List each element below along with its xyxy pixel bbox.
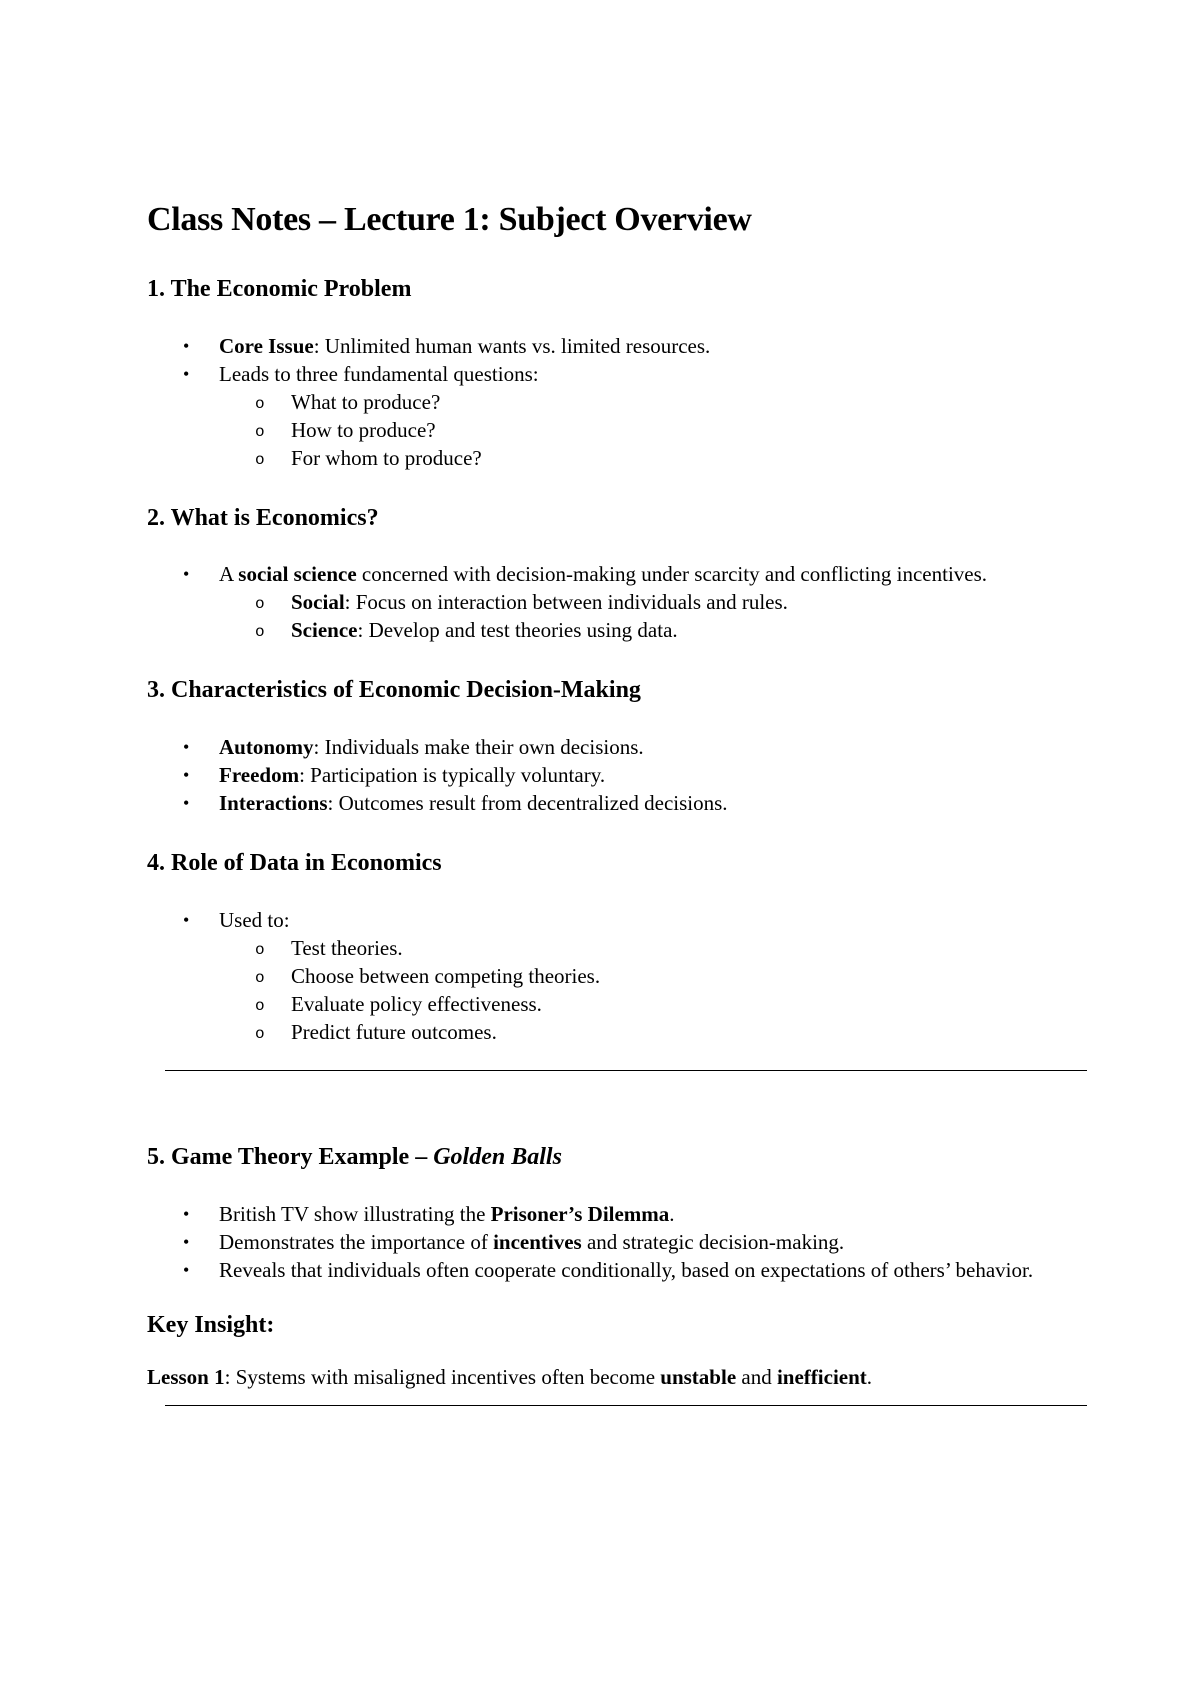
sub-text: Test theories. [291, 935, 403, 960]
circle-bullet-icon: o [255, 1024, 265, 1043]
page-title: Class Notes – Lecture 1: Subject Overview [147, 201, 752, 238]
term: Freedom [219, 763, 300, 788]
section-heading-3: 3. Characteristics of Economic Decision-Making [147, 677, 641, 704]
term: Social [291, 590, 345, 615]
sub-text: Choose between competing theories. [291, 963, 601, 988]
list-item [147, 1200, 1087, 1228]
bullet-icon: • [183, 564, 190, 585]
sub-text: How to produce? [291, 417, 436, 442]
lesson-statement [147, 1363, 1087, 1391]
section-3-list [147, 733, 1087, 817]
term: Core Issue [219, 333, 314, 358]
sub-text: Predict future outcomes. [291, 1019, 497, 1044]
bullet-icon: • [183, 335, 190, 356]
circle-bullet-icon: o [255, 996, 265, 1015]
sub-list [219, 934, 1087, 1046]
definition: : Individuals make their own decisions. [313, 735, 644, 760]
term: Autonomy [219, 735, 314, 760]
bullet-icon: • [183, 1231, 190, 1252]
bullet-icon: • [183, 737, 190, 758]
sub-list-item [219, 444, 1087, 472]
definition: : Develop and test theories using data. [357, 618, 678, 643]
list-text-rest: and strategic decision-making. [581, 1229, 845, 1254]
section-heading-4: 4. Role of Data in Economics [147, 850, 442, 877]
circle-bullet-icon: o [255, 968, 265, 987]
lesson-text-mid: and [736, 1364, 777, 1389]
list-text-pre: A [219, 562, 239, 587]
section-heading-2: 2. What is Economics? [147, 504, 379, 531]
sub-text: Evaluate policy effectiveness. [291, 991, 542, 1016]
horizontal-rule [165, 1405, 1087, 1406]
document-page [147, 200, 1087, 1406]
circle-bullet-icon: o [255, 940, 265, 959]
heading-text: 5. Game Theory Example – [147, 1143, 434, 1170]
sub-list-item [219, 588, 1087, 616]
list-item [147, 761, 1087, 789]
list-item [147, 360, 1087, 472]
circle-bullet-icon: o [255, 595, 265, 614]
definition: : Participation is typically voluntary. [299, 763, 606, 788]
section-2-list [147, 560, 1087, 644]
list-text-rest: . [669, 1201, 675, 1226]
sub-list-item [219, 416, 1087, 444]
list-text: Reveals that individuals often cooperate conditionally, based on expectations of others’ behavior. [219, 1257, 1034, 1282]
sub-list [219, 388, 1087, 472]
list-text-rest: concerned with decision-making under scarcity and conflicting incentives. [356, 562, 988, 587]
bullet-icon: • [183, 363, 190, 384]
list-text: Leads to three fundamental questions: [219, 361, 539, 386]
section-heading-5 [147, 1143, 1087, 1172]
list-item [147, 560, 1087, 644]
circle-bullet-icon: o [255, 422, 265, 441]
definition: : Outcomes result from decentralized decisions. [327, 791, 728, 816]
list-item [147, 1228, 1087, 1256]
term: Prisoner’s Dilemma [490, 1201, 670, 1226]
section-heading-1: 1. The Economic Problem [147, 275, 412, 302]
lesson-text-pre: : Systems with misaligned incentives often become [224, 1364, 661, 1389]
bullet-icon: • [183, 765, 190, 786]
bullet-icon: • [183, 909, 190, 930]
section-1-list [147, 332, 1087, 472]
section-4-list [147, 906, 1087, 1046]
list-text-pre: British TV show illustrating the [219, 1201, 491, 1226]
definition: : Unlimited human wants vs. limited resources. [313, 333, 711, 358]
lesson-bold-inefficient: inefficient [776, 1364, 867, 1389]
circle-bullet-icon: o [255, 450, 265, 469]
list-item [147, 906, 1087, 1046]
heading-italic-text: Golden Balls [433, 1143, 562, 1170]
sub-list-item [219, 990, 1087, 1018]
term: Science [291, 618, 358, 643]
bullet-icon: • [183, 1259, 190, 1280]
sub-text: What to produce? [291, 389, 441, 414]
sub-list-item [219, 1018, 1087, 1046]
lesson-label: Lesson 1 [147, 1364, 225, 1389]
bullet-icon: • [183, 1203, 190, 1224]
term: social science [238, 562, 357, 587]
term: incentives [493, 1229, 582, 1254]
list-item [147, 1256, 1087, 1284]
term: Interactions [219, 791, 328, 816]
definition: : Focus on interaction between individuals and rules. [344, 590, 788, 615]
list-text: Used to: [219, 907, 290, 932]
horizontal-rule [165, 1070, 1087, 1071]
key-insight-heading: Key Insight: [147, 1311, 275, 1338]
sub-list-item [219, 962, 1087, 990]
list-item [147, 332, 1087, 360]
list-item [147, 789, 1087, 817]
circle-bullet-icon: o [255, 623, 265, 642]
lesson-text-end: . [866, 1364, 873, 1389]
sub-list-item [219, 934, 1087, 962]
list-text-pre: Demonstrates the importance of [219, 1229, 494, 1254]
bullet-icon: • [183, 793, 190, 814]
lesson-bold-unstable: unstable [660, 1364, 737, 1389]
list-item [147, 733, 1087, 761]
sub-list-item [219, 616, 1087, 644]
sub-list-item [219, 388, 1087, 416]
sub-list [219, 588, 1087, 644]
section-5-list [147, 1200, 1087, 1284]
sub-text: For whom to produce? [291, 445, 482, 470]
circle-bullet-icon: o [255, 394, 265, 413]
